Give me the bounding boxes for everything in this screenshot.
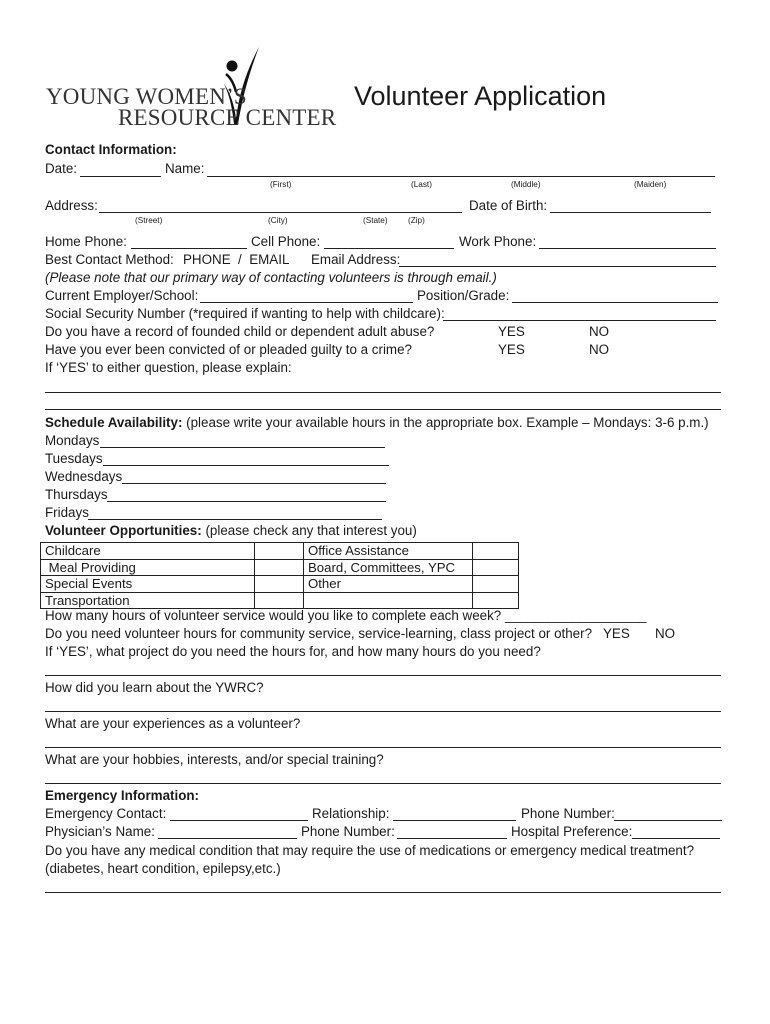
emergency-heading: Emergency Information: [45, 788, 200, 803]
dob-field[interactable] [550, 212, 711, 213]
name-part-middle: (Middle) [511, 180, 541, 189]
need-hours-yes-option[interactable]: YES [603, 626, 630, 641]
hobbies-question: What are your hobbies, interests, and/or special training? [45, 752, 384, 767]
opportunity-label: Meal Providing [41, 559, 255, 576]
best-contact-label: Best Contact Method: [45, 252, 174, 267]
day-field-mondays[interactable] [100, 447, 385, 448]
work-phone-label: Work Phone: [459, 234, 537, 249]
day-field-tuesdays[interactable] [103, 465, 389, 466]
physician-field[interactable] [158, 838, 297, 839]
experience-question: What are your experiences as a volunteer? [45, 716, 301, 731]
dob-label: Date of Birth: [469, 198, 548, 213]
address-field[interactable] [99, 212, 462, 213]
explain-label: If ‘YES’ to either question, please explain: [45, 360, 292, 375]
need-hours-no-option[interactable]: NO [655, 626, 676, 641]
table-row [41, 543, 519, 560]
name-part-maiden: (Maiden) [634, 180, 667, 189]
day-field-thursdays[interactable] [107, 501, 386, 502]
table-row [41, 576, 519, 593]
hobbies-field[interactable] [45, 783, 721, 784]
opportunity-label: Board, Committees, YPC [304, 559, 473, 576]
emergency-contact-label: Emergency Contact: [45, 806, 167, 821]
medical-field[interactable] [45, 892, 721, 893]
crime-yes-option[interactable]: YES [498, 342, 525, 357]
hours-question: How many hours of volunteer service would you like to complete each week? ___________________ [45, 608, 647, 623]
opportunity-label: Office Assistance [304, 543, 473, 560]
learn-question: How did you learn about the YWRC? [45, 680, 264, 695]
name-field[interactable] [207, 176, 715, 177]
logo-text-line1: YOUNG WOMEN’S [46, 84, 247, 109]
opportunity-label: Childcare [41, 543, 255, 560]
opportunity-checkbox-childcare[interactable] [255, 543, 304, 560]
hospital-label: Hospital Preference: [511, 824, 633, 839]
relationship-field[interactable] [393, 820, 516, 821]
abuse-no-option[interactable]: NO [589, 324, 610, 339]
opportunity-checkbox-empty[interactable] [473, 592, 519, 609]
physician-phone-label: Phone Number: [301, 824, 395, 839]
opportunities-heading: Volunteer Opportunities: (please check any that interest you) [45, 523, 417, 538]
opportunity-checkbox-meal[interactable] [255, 559, 304, 576]
need-hours-question: Do you need volunteer hours for community service, service-learning, class project or other? [45, 626, 593, 641]
schedule-heading: Schedule Availability: (please write your available hours in the appropriate box. Example – Mondays: 3-6 p.m.) [45, 415, 709, 430]
ssn-label: Social Security Number (*required if wanting to help with childcare): [45, 306, 445, 321]
crime-question: Have you ever been convicted of or pleaded guilty to a crime? [45, 342, 412, 357]
abuse-yes-option[interactable]: YES [498, 324, 525, 339]
day-label-wednesdays: Wednesdays [45, 469, 123, 484]
project-question: If ‘YES’, what project do you need the hours for, and how many hours do you need? [45, 644, 541, 659]
crime-no-option[interactable]: NO [589, 342, 610, 357]
opportunity-label: Transportation [41, 592, 255, 609]
address-part-zip: (Zip) [408, 216, 425, 225]
physician-phone-field[interactable] [397, 838, 507, 839]
day-field-wednesdays[interactable] [122, 483, 386, 484]
hours-field[interactable]: ___________________ [505, 608, 647, 623]
opportunity-checkbox-office[interactable] [473, 543, 519, 560]
opportunities-instructions: (please check any that interest you) [201, 523, 417, 538]
work-phone-field[interactable] [539, 248, 716, 249]
position-field[interactable] [512, 302, 718, 303]
table-row [41, 592, 519, 609]
learn-field[interactable] [45, 711, 721, 712]
date-field[interactable] [80, 176, 161, 177]
cell-phone-label: Cell Phone: [251, 234, 321, 249]
abuse-question: Do you have a record of founded child or dependent adult abuse? [45, 324, 435, 339]
opportunity-checkbox-events[interactable] [255, 576, 304, 593]
table-row [41, 559, 519, 576]
day-label-mondays: Mondays [45, 433, 100, 448]
relationship-label: Relationship: [312, 806, 390, 821]
day-label-tuesdays: Tuesdays [45, 451, 103, 466]
explain-field-line2[interactable] [45, 409, 721, 410]
name-part-last: (Last) [411, 180, 432, 189]
emergency-phone-label: Phone Number: [521, 806, 615, 821]
explain-field-line1[interactable] [45, 392, 721, 393]
address-label: Address: [45, 198, 98, 213]
medical-question: Do you have any medical condition that may require the use of medications or emergency medical treatment? [45, 843, 695, 858]
physician-label: Physician’s Name: [45, 824, 155, 839]
home-phone-label: Home Phone: [45, 234, 127, 249]
email-note: (Please note that our primary way of contacting volunteers is through email.) [45, 270, 497, 285]
schedule-instructions: (please write your available hours in the appropriate box. Example – Mondays: 3-6 p.m.) [182, 415, 709, 430]
logo-text-line2: RESOURCE CENTER [118, 105, 337, 130]
home-phone-field[interactable] [131, 248, 247, 249]
address-part-state: (State) [363, 216, 388, 225]
opportunity-label [304, 592, 473, 609]
opportunity-label: Special Events [41, 576, 255, 593]
address-part-city: (City) [268, 216, 288, 225]
name-label: Name: [165, 161, 205, 176]
cell-phone-field[interactable] [324, 248, 454, 249]
opportunity-label: Other [304, 576, 473, 593]
day-label-thursdays: Thursdays [45, 487, 108, 502]
emergency-contact-field[interactable] [170, 820, 308, 821]
opportunity-checkbox-board[interactable] [473, 559, 519, 576]
best-contact-options[interactable]: PHONE / EMAIL [183, 252, 290, 267]
opportunity-checkbox-other[interactable] [473, 576, 519, 593]
day-label-fridays: Fridays [45, 505, 89, 520]
email-label: Email Address: [311, 252, 401, 267]
hospital-field[interactable] [632, 838, 720, 839]
medical-examples: (diabetes, heart condition, epilepsy,etc.) [45, 861, 281, 876]
opportunity-checkbox-transportation[interactable] [255, 592, 304, 609]
experience-field[interactable] [45, 747, 721, 748]
contact-heading: Contact Information: [45, 142, 177, 157]
emergency-phone-field[interactable] [614, 820, 722, 821]
page-title: Volunteer Application [354, 81, 607, 111]
address-part-street: (Street) [135, 216, 163, 225]
day-field-fridays[interactable] [88, 519, 382, 520]
ssn-field[interactable] [443, 320, 716, 321]
date-label: Date: [45, 161, 78, 176]
position-label: Position/Grade: [417, 288, 510, 303]
employer-field[interactable] [200, 302, 413, 303]
name-part-first: (First) [270, 180, 292, 189]
email-field[interactable] [399, 266, 716, 267]
employer-label: Current Employer/School: [45, 288, 199, 303]
project-field[interactable] [45, 675, 721, 676]
opportunities-table [40, 542, 519, 609]
